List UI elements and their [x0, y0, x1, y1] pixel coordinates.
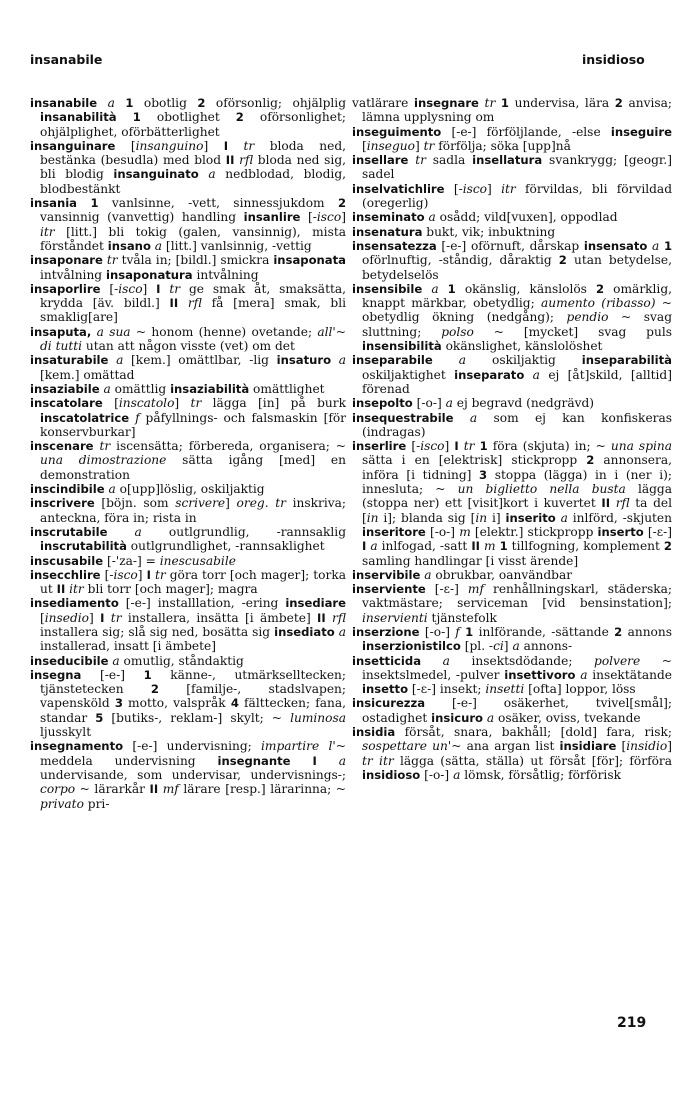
dictionary-entry: inscrutabile a outlgrundlig, -rannsaklig inscrutabilità outlgrundlighet, -rannsaklighet: [30, 524, 346, 554]
dictionary-entry: inscusabile [-'za-] = inescusabile: [30, 553, 236, 568]
dictionary-entry: insaturabile a [kem.] omättlbar, -lig insaturo a [kem.] omättad: [30, 353, 347, 382]
dictionary-entry: vatlärare insegnare tr 1 undervisa, lära 2 anvisa; lämna upplysning om: [352, 96, 673, 125]
dictionary-entry: inscenare tr iscensätta; förbereda, organisera; ~ una dimostrazione sätta igång [med] en demonstration: [30, 439, 347, 482]
dictionary-entry: inseducibile a omutlig, ståndaktig: [30, 653, 244, 668]
dictionary-entry: inselvatichlire [-isco] itr förvildas, bli förvildad (oregerlig): [352, 181, 672, 211]
dictionary-entry: insediamento [-e-] installlation, -ering insediare [insedio] I tr installera, insätta [i ämbete] II rfl installera sig; slå sig ned, bosätta sig insediato a installerad, insatt [i ämbete]: [30, 596, 346, 654]
dictionary-entry: insellare tr sadla insellatura svankrygg; [geogr.] sadel: [352, 153, 672, 182]
running-head-right: insidioso: [582, 52, 645, 67]
dictionary-entry: insegna [-e-] 1 känne-, utmärkselltecken; tjänstetecken 2 [familje-, stadslvapen; vapensköld 3 motto, valspråk 4 fälttecken; fana, standar 5 [butiks-, reklam-] skylt; ~ luminosa ljusskylt: [30, 667, 347, 740]
dictionary-entry: inserzione [-o-] f 1 inlförande, -sättande 2 annons inserzionistilco [pl. -ci] a annons-: [352, 624, 673, 654]
right-column: [352, 96, 672, 782]
dictionary-entry: inserlire [-isco] I tr 1 föra (skjuta) in; ~ una spina sätta i en [elektrisk] stickpropp 2 annonsera, införa [i tidning] 3 stoppa (lägga) in i (ner i); innesluta; ~ un biglietto nella busta lägga (stoppa ner) ett [visit]kort i kuvertet II rfl ta del [in i]; blanda sig [in i] inserito a inlförd, -skjuten inseritore [-o-] m [elektr.] stickpropp inserto [-ε-] I a inlfogad, -satt II m 1 tillfogning, komplement 2 samling handlingar [i visst ärende]: [352, 439, 673, 568]
dictionary-entry: inservibile a obrukbar, oanvändbar: [352, 567, 573, 582]
dictionary-entry: insecchlire [-isco] I tr göra torr [och mager]; torka ut II itr bli torr [och mager]; magra: [30, 567, 346, 597]
dictionary-entry: insaponare tr tvåla in; [bildl.] smickra insaponata intvålning insaponatura intvålning: [30, 253, 346, 282]
dictionary-entry: inserviente [-ε-] mf renhållningskarl, städerska; vaktmästare; serviceman [vid bensinstation]; inservienti tjänstefolk: [352, 582, 672, 625]
dictionary-entry: insenatura bukt, vik; inbuktning: [352, 224, 556, 239]
dictionary-entry: inscindibile a o[upp]löslig, oskiljaktig: [30, 482, 265, 497]
dictionary-entry: insania 1 vanlsinne, -vett, sinnessjukdom 2 vansinnig (vanvettig) handling insanlire [-isco] itr [litt.] bli tokig (galen, vansinnig), mista förståndet insano a [litt.] vanlsinnig, -vettig: [30, 196, 347, 253]
dictionary-entry: inseparabile a oskiljaktig inseparabilità oskiljaktighet inseparato a ej [åt]skild, [alltid] förenad: [352, 353, 672, 396]
dictionary-entry: insegnamento [-e-] undervisning; impartire l'~ meddela undervisning insegnante I a undervisande, som undervisar, undervisnings-; corpo ~ lärarkår II mf lärare [resp.] lärarinna; ~ privato pri-: [30, 739, 347, 811]
dictionary-entry: insidia försåt, snara, bakhåll; [dold] fara, risk; sospettare un'~ ana argan list insidiare [insidio] tr itr lägga (sätta, ställa) ut försåt [för]; förföra insidioso [-o-] a lömsk, försåtlig; förförisk: [352, 725, 673, 782]
dictionary-entry: insanabile a 1 obotlig 2 oförsonlig; ohjälplig insanabilità 1 obotlighet 2 oförsonlighet; ohjälplighet, oförbätterlighet: [30, 96, 347, 139]
dictionary-entry: insepolto [-o-] a ej begravd (nedgrävd): [352, 396, 595, 411]
dictionary-entry: insequestrabile a som ej kan konfiskeras (indragas): [352, 410, 673, 439]
dictionary-entry: insaziabile a omättlig insaziabilità omättlighet: [30, 381, 325, 396]
dictionary-entry: insanguinare [insanguino] I tr bloda ned, bestänka (besudla) med blod II rfl bloda ned sig, bli blodig insanguinato a nedblodad, blodig, blodbestänkt: [30, 138, 347, 196]
dictionary-entry: insensibile a 1 okänslig, känslolös 2 omärklig, knappt märkbar, obetydlig; aumento (ribasso) ~ obetydlig ökning (nedgång); pendio ~ svag sluttning; polso ~ [mycket] svag puls insensibilità okänslighet, känslolöshet: [352, 281, 673, 354]
dictionary-entry: inscrivere [böjn. som scrivere] oreg. tr inskriva; anteckna, föra in; rista in: [30, 496, 346, 525]
dictionary-entry: insensatezza [-e-] oförnuft, dårskap insensato a 1 oförlnuftig, -ståndig, dåraktig 2 utan betydelse, betydelselös: [352, 238, 673, 282]
page-number: 219: [617, 1015, 647, 1031]
dictionary-entry: inseguimento [-e-] förföljlande, -else inseguire [inseguo] tr förfölja; söka [upp]nå: [352, 124, 672, 153]
dictionary-entry: insaporlire [-isco] I tr ge smak åt, smaksätta, krydda [äv. bildl.] II rfl få [mera] smak, bli smaklig[are]: [30, 281, 347, 325]
dictionary-entry: insaputa, a sua ~ honom (henne) ovetande; all'~ di tutti utan att någon visste (vet) om det: [30, 324, 346, 354]
dictionary-entry: insetticida a insektsdödande; polvere ~ insektslmedel, -pulver insettivoro a insektätande insetto [-ε-] insekt; insetti [ofta] loppor, löss: [352, 653, 673, 697]
running-head-left: insanabile: [30, 52, 103, 67]
dictionary-entry: insicurezza [-e-] osäkerhet, tvivel[smål]; ostadighet insicuro a osäker, oviss, tvekande: [352, 696, 672, 725]
dictionary-entry: inscatolare [inscatolo] tr lägga [in] på burk inscatolatrice f påfyllnings- och falsmaskin [för konservburkar]: [30, 396, 346, 439]
dictionary-entry: inseminato a osådd; vild[vuxen], oppodlad: [352, 210, 618, 225]
left-column: [30, 96, 346, 811]
